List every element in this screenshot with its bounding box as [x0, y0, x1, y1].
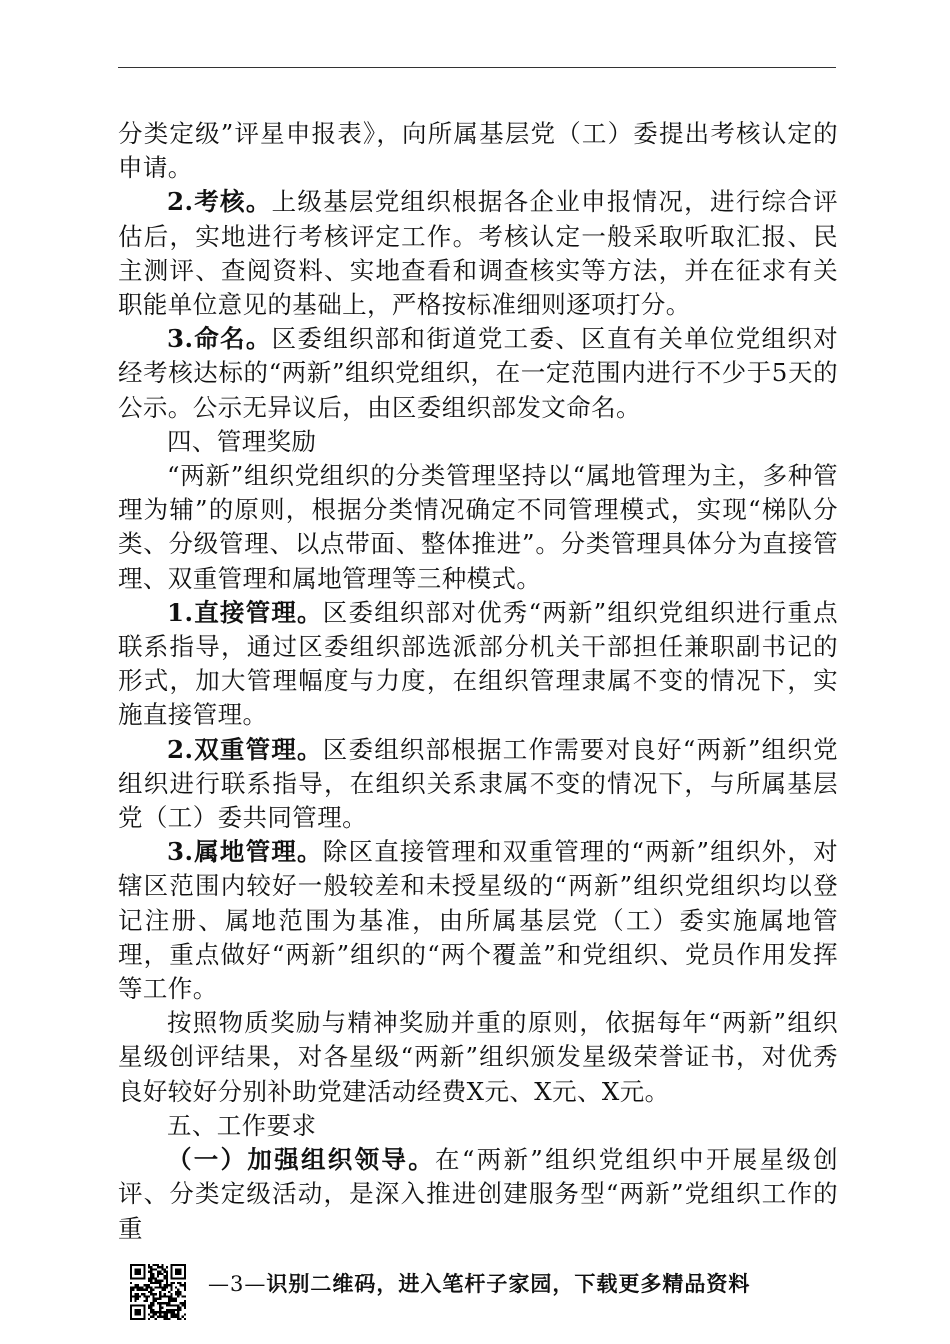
paragraph-text: “两新”组织党组织的分类管理坚持以“属地管理为主，多种管理为辅”的原则，根据分类情况确定不同管理模式，实现“梯队分类、分级管理、以点带面、整体推进”。分类管理具体分为直接管理、双重管理和属地管理等三种模式。: [118, 461, 838, 593]
qr-code-icon[interactable]: [130, 1264, 186, 1320]
header-rule: [118, 67, 836, 68]
paragraph-text: 区委组织部对优秀“两新”组织党组织进行重点联系指导，通过区委组织部选派部分机关干部担任兼职副书记的形式，加大管理幅度与力度，在组织管理隶属不变的情况下，实施直接管理。: [118, 597, 838, 730]
page-number: —3—: [208, 1272, 267, 1296]
section-heading: 四、管理奖励: [167, 426, 317, 456]
paragraph: [118, 596, 838, 733]
paragraph-lead: 1.直接管理。: [167, 597, 323, 627]
paragraph: [118, 185, 838, 322]
footer-caption: 识别二维码，进入笔杆子家园，下载更多精品资料: [266, 1271, 751, 1296]
paragraph: [118, 322, 838, 425]
paragraph-text: 区委组织部根据工作需要对良好“两新”组织党组织进行联系指导，在组织关系隶属不变的情况下，与所属基层党（工）委共同管理。: [118, 734, 838, 833]
paragraph-text: 分类定级”评星申报表》，向所属基层党（工）委提出考核认定的申请。: [118, 119, 838, 183]
page-footer: [130, 1262, 850, 1326]
paragraph-text: 上级基层党组织根据各企业申报情况，进行综合评估后，实地进行考核评定工作。考核认定一般采取听取汇报、民主测评、查阅资料、实地查看和调查核实等方法，并在征求有关职能单位意见的基础上，严格按标准细则逐项打分。: [118, 187, 838, 320]
paragraph-text: 在“两新”组织党组织中开展星级创评、分类定级活动，是深入推进创建服务型“两新”党组织工作的重: [118, 1145, 839, 1243]
paragraph: [118, 117, 838, 185]
paragraph-lead: 3.命名。: [167, 324, 272, 354]
paragraph: [118, 1143, 838, 1246]
paragraph-lead: 2.考核。: [167, 187, 272, 217]
paragraph-text: 按照物质奖励与精神奖励并重的原则，依据每年“两新”组织星级创评结果，对各星级“两新”组织颁发星级荣誉证书，对优秀良好较好分别补助党建活动经费X元、X元、X元。: [118, 1008, 838, 1106]
document-body: [118, 117, 838, 1246]
section-heading: 五、工作要求: [167, 1110, 317, 1140]
paragraph: [118, 733, 838, 836]
paragraph-text: 区委组织部和街道党工委、区直有关单位党组织对经考核达标的“两新”组织党组织，在一定范围内进行不少于5天的公示。公示无异议后，由区委组织部发文命名。: [118, 324, 838, 422]
paragraph-lead: 3.属地管理。: [167, 837, 323, 867]
paragraph: [118, 459, 838, 596]
paragraph: [118, 1006, 838, 1109]
paragraph: [118, 835, 838, 1006]
paragraph-text: 除区直接管理和双重管理的“两新”组织外，对辖区范围内较好一般较差和未授星级的“两新”组织党组织均以登记注册、属地范围为基准，由所属基层党（工）委实施属地管理，重点做好“两新”组织的“两个覆盖”和党组织、党员作用发挥等工作。: [118, 837, 838, 1004]
paragraph-lead: 2.双重管理。: [167, 734, 323, 764]
paragraph-lead: （一）加强组织领导。: [167, 1145, 436, 1175]
footer-text: [208, 1268, 750, 1298]
